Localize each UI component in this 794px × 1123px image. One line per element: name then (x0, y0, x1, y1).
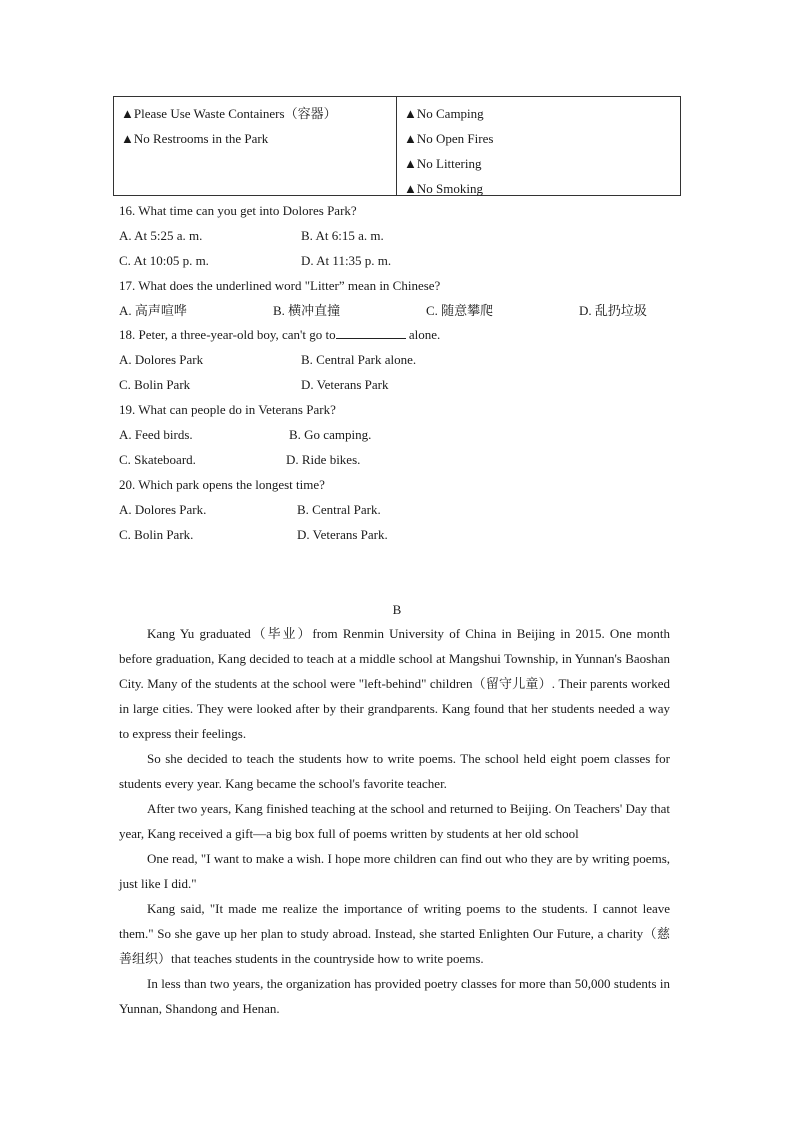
q17-stem-start: 17. What does the underlined word " (119, 278, 310, 293)
q18-option-c: C. Bolin Park (119, 377, 191, 392)
passage-paragraph: In less than two years, the organization has provided poetry classes for more than 50,000 students in Yunnan, Shandong and Henan. (119, 976, 670, 1016)
q19-option-b: B. Go camping. (289, 427, 372, 442)
q20-option-b: B. Central Park. (297, 502, 381, 517)
q19-option-d: D. Ride bikes. (286, 452, 361, 467)
q18-option-d: D. Veterans Park (301, 377, 389, 392)
q17-option-d: D. 乱扔垃圾 (579, 303, 647, 318)
section-b-heading: B (392, 602, 402, 617)
q18-stem-start: 18. Peter, a three-year-old boy, can't go to (119, 327, 336, 342)
question-19: 19. What can people do in Veterans Park? (119, 402, 336, 417)
q17-stem-end: ” mean in Chinese? (338, 278, 441, 293)
passage-paragraph: So she decided to teach the students how to write poems. The school held eight poem classes for students every year. Kang became the school's favorite teacher. (119, 751, 670, 791)
reading-passage-b (119, 621, 670, 1021)
q17-option-c: C. 随意攀爬 (426, 303, 494, 318)
question-20: 20. Which park opens the longest time? (119, 477, 325, 492)
rules-column-right (397, 97, 680, 195)
q17-option-b: B. 横冲直撞 (273, 303, 341, 318)
question-16: 16. What time can you get into Dolores Park? (119, 203, 357, 218)
question-17 (119, 273, 440, 298)
q16-option-d: D. At 11:35 p. m. (301, 253, 392, 268)
q18-stem-end: alone. (405, 327, 441, 342)
q20-option-a: A. Dolores Park. (119, 502, 207, 517)
q19-option-c: C. Skateboard. (119, 452, 196, 467)
passage-paragraph: One read, "I want to make a wish. I hope more children can find out who they are by writing poems, just like I did." (119, 851, 670, 891)
question-18 (119, 322, 440, 347)
rule-no-littering: ▲No Littering (404, 156, 482, 171)
q17-underlined-word: Litter (310, 278, 339, 293)
q17-option-a: A. 高声喧哗 (119, 303, 187, 318)
rule-no-restrooms: ▲No Restrooms in the Park (121, 131, 269, 146)
park-rules-table (113, 96, 681, 196)
rule-waste-containers: ▲Please Use Waste Containers（容器） (121, 106, 337, 121)
passage-paragraph: After two years, Kang finished teaching at the school and returned to Beijing. On Teachers' Day that year, Kang received a gift—a big box full of poems written by students at her old school (119, 801, 670, 841)
passage-paragraph: Kang Yu graduated（毕业）from Renmin University of China in Beijing in 2015. One month before graduation, Kang decided to teach at a middle school at Mangshui Township, in Yunnan's Baoshan City. Many of the students at the school were "left-behind" children（留守儿童）. Their parents worked in large cities. They were looked after by their grandparents. Kang found that her students needed a way to express their feelings. (119, 626, 670, 741)
rules-column-left (114, 97, 397, 195)
passage-paragraph: Kang said, "It made me realize the importance of writing poems to the students. I cannot leave them." So she gave up her plan to study abroad. Instead, she started Enlighten Our Future, a charity（慈善组织）that teaches students in the countryside how to write poems. (119, 901, 670, 966)
q18-option-a: A. Dolores Park (119, 352, 204, 367)
q16-option-a: A. At 5:25 a. m. (119, 228, 203, 243)
rule-no-open-fires: ▲No Open Fires (404, 131, 494, 146)
q19-option-a: A. Feed birds. (119, 427, 193, 442)
q18-option-b: B. Central Park alone. (301, 352, 417, 367)
q16-option-c: C. At 10:05 p. m. (119, 253, 209, 268)
q16-option-b: B. At 6:15 a. m. (301, 228, 384, 243)
q20-option-c: C. Bolin Park. (119, 527, 194, 542)
rule-no-camping: ▲No Camping (404, 106, 484, 121)
rule-no-smoking: ▲No Smoking (404, 181, 483, 196)
q20-option-d: D. Veterans Park. (297, 527, 388, 542)
q18-answer-blank (336, 324, 406, 339)
